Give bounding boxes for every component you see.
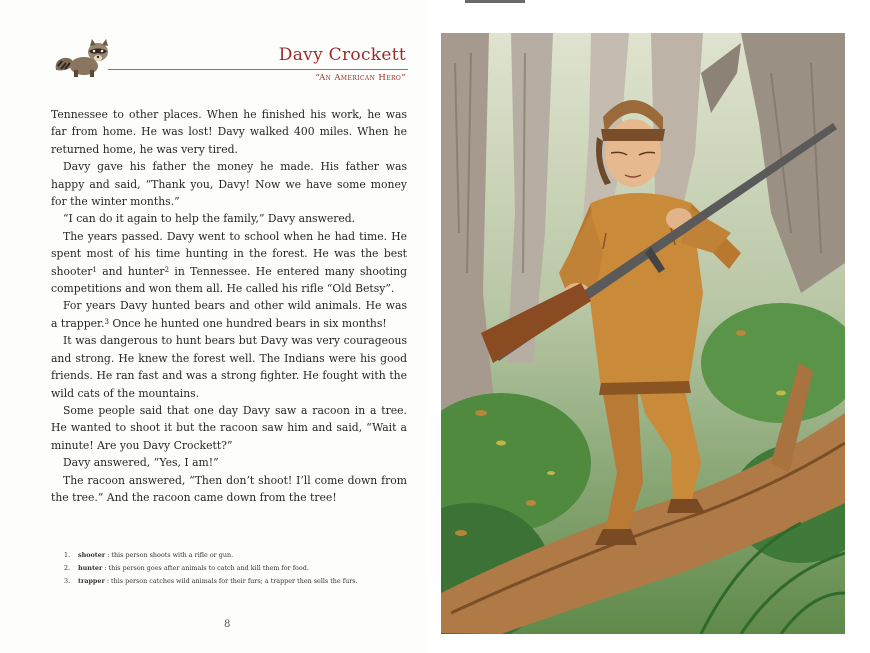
footnote-number: 2. bbox=[64, 564, 71, 573]
page-title: Davy Crockett bbox=[278, 45, 406, 65]
chapter-header bbox=[50, 36, 410, 86]
paragraph: Davy gave his father the money he made. His father was happy and said, “Thank you, Davy! Now we have some money for the winter months.” bbox=[51, 160, 407, 209]
paragraph-text: For years Davy hunted bears and other wild animals. He was a bbox=[51, 299, 407, 330]
footnote-definition: : this person catches wild animals for their furs; a trapper then sells the furs. bbox=[104, 577, 358, 586]
footnote-ref: 3 bbox=[104, 317, 109, 326]
footnote-item bbox=[64, 549, 424, 562]
page-edge-mark bbox=[465, 0, 525, 3]
footnotes bbox=[64, 549, 424, 589]
footnote-number: 1. bbox=[64, 551, 71, 559]
paragraph: It was dangerous to hunt bears but Davy was very courageous and strong. He knew the forest well. The Indians were his good friends. He ran fast and was a strong fighter. He fought with the wild cats of the mountains. bbox=[51, 334, 407, 400]
frontiersman-illustration bbox=[441, 33, 845, 634]
footnote-term: trapper bbox=[78, 577, 105, 586]
paragraph: The racoon answered, “Then don’t shoot! I’ll come down from the tree.” And the racoon came down from the tree! bbox=[51, 473, 407, 504]
paragraph-text: The years passed. Davy went to school when he had time. He spent most of his time hunting in the forest. He was the best bbox=[51, 229, 407, 261]
footnote-item bbox=[64, 575, 424, 588]
footnote-ref: 2 bbox=[164, 265, 170, 274]
paragraph-text: shooter bbox=[51, 264, 93, 278]
footnote-term: hunter bbox=[78, 564, 103, 573]
header-rule bbox=[108, 69, 408, 70]
page-subtitle: “An American Hero” bbox=[315, 73, 406, 83]
paragraph bbox=[51, 297, 407, 332]
footnote-ref: 1 bbox=[92, 265, 97, 274]
paragraph-text: in Tennessee. He entered many shooting competitions and won them all. He called his rifle “Old Betsy”. bbox=[51, 264, 407, 296]
footnote-definition: : this person shoots with a rifle or gun. bbox=[105, 551, 234, 559]
paragraph: “I can do it again to help the family,” Davy answered. bbox=[63, 212, 356, 226]
footnote-number: 3. bbox=[64, 577, 71, 586]
paragraph bbox=[51, 228, 407, 298]
page-number: 8 bbox=[224, 619, 231, 630]
paragraph: Tennessee to other places. When he finished his work, he was far from home. He was lost! Davy walked 400 miles. When he returned home, he was very tired. bbox=[51, 108, 407, 156]
story-text bbox=[51, 106, 407, 506]
paragraph: Davy answered, “Yes, I am!” bbox=[63, 456, 219, 470]
paragraph-text: trapper. bbox=[60, 316, 105, 330]
footnote-term: shooter bbox=[78, 551, 106, 559]
paragraph: Some people said that one day Davy saw a racoon in a tree. He wanted to shoot it but the racoon saw him and said, “Wait a minute! Are you Davy Crockett?” bbox=[51, 403, 407, 452]
footnote-item bbox=[64, 562, 424, 575]
paragraph-text: and hunter bbox=[96, 264, 165, 278]
footnote-definition: : this person goes after animals to catch and kill them for food. bbox=[102, 564, 309, 573]
raccoon-icon bbox=[52, 36, 114, 80]
paragraph-text: Once he hunted one hundred bears in six months! bbox=[108, 316, 387, 330]
